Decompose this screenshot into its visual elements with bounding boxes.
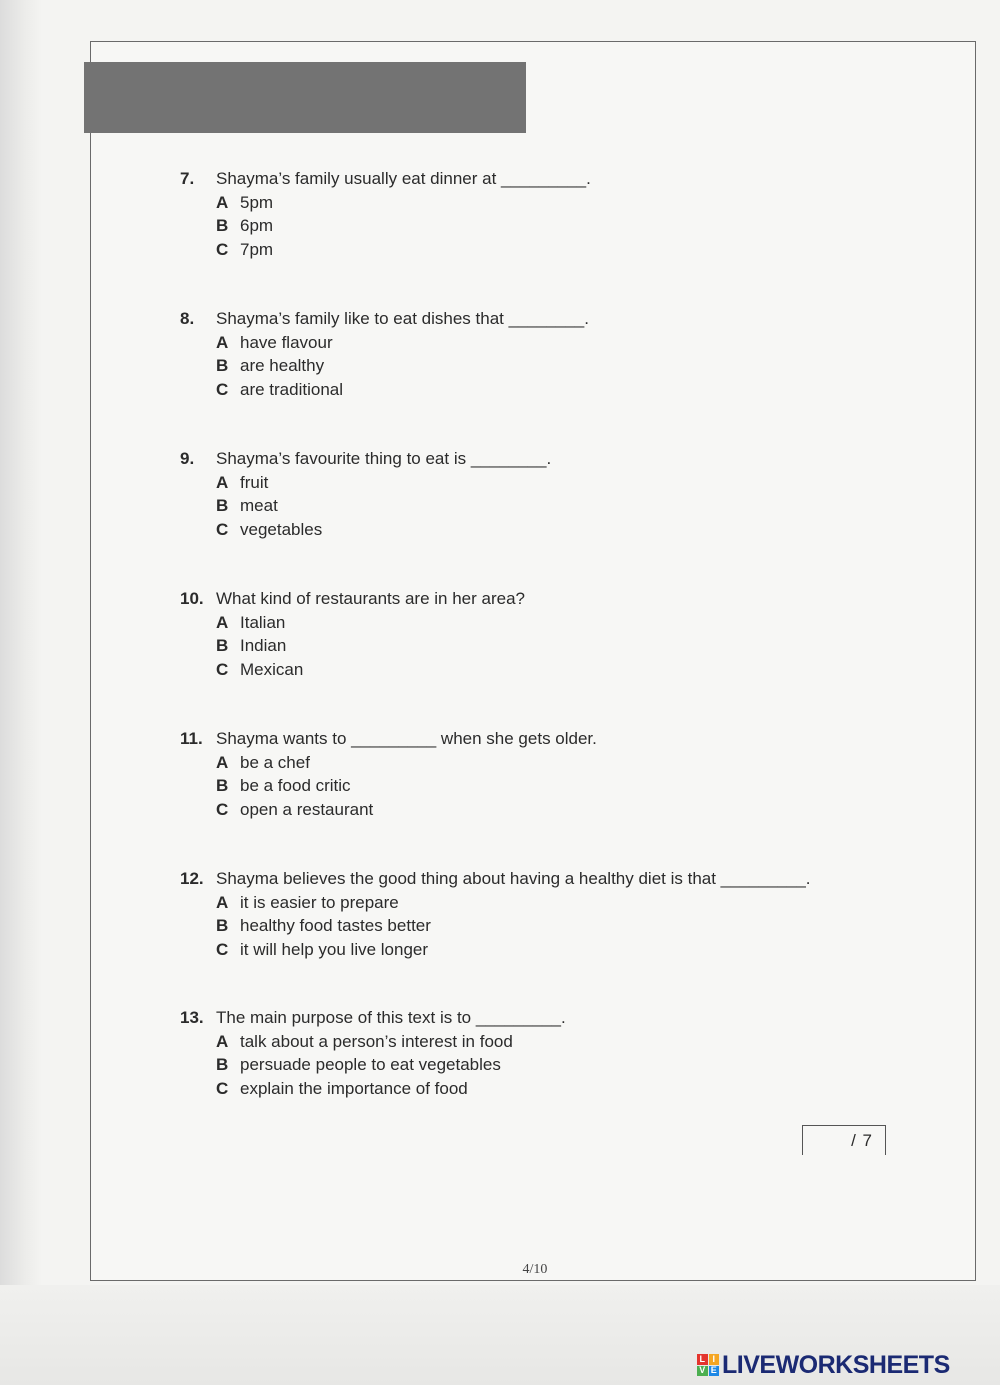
option-a[interactable]: A fruit bbox=[216, 472, 269, 492]
option-c[interactable]: C Mexican bbox=[216, 659, 304, 679]
question-number: 13. bbox=[180, 1008, 204, 1027]
question-number: 8. bbox=[180, 309, 195, 328]
option-a[interactable]: A it is easier to prepare bbox=[216, 892, 399, 912]
question-9 bbox=[180, 447, 900, 541]
question-number: 11. bbox=[180, 729, 203, 748]
brand-logo[interactable] bbox=[697, 1351, 950, 1379]
option-b[interactable]: B are healthy bbox=[216, 356, 325, 375]
question-text: What kind of restaurants are in her area? bbox=[216, 589, 525, 608]
question-number: 10. bbox=[180, 589, 204, 608]
option-b[interactable]: B 6pm bbox=[216, 216, 274, 235]
question-8 bbox=[180, 307, 900, 401]
question-text: Shayma wants to _________ when she gets older. bbox=[216, 729, 597, 748]
option-c[interactable]: C explain the importance of food bbox=[216, 1078, 468, 1098]
option-a[interactable]: A be a chef bbox=[216, 752, 310, 772]
score-label: / 7 bbox=[851, 1131, 873, 1150]
liveworksheets-icon: L I V E bbox=[697, 1354, 719, 1376]
option-c[interactable]: C are traditional bbox=[216, 379, 344, 399]
option-c[interactable]: C vegetables bbox=[216, 519, 323, 539]
option-b[interactable]: B Indian bbox=[216, 636, 287, 655]
option-c[interactable]: C 7pm bbox=[216, 239, 274, 259]
question-12 bbox=[180, 867, 900, 961]
option-c[interactable]: C it will help you live longer bbox=[216, 939, 429, 959]
question-text: Shayma’s family usually eat dinner at _________. bbox=[216, 169, 591, 188]
question-number: 9. bbox=[180, 449, 195, 468]
question-text: Shayma believes the good thing about having a healthy diet is that _________. bbox=[216, 869, 811, 888]
question-10 bbox=[180, 587, 900, 681]
option-a[interactable]: A talk about a person’s interest in food bbox=[216, 1031, 513, 1051]
option-c[interactable]: C open a restaurant bbox=[216, 799, 374, 819]
option-b[interactable]: B meat bbox=[216, 496, 278, 515]
option-b[interactable]: B persuade people to eat vegetables bbox=[216, 1055, 501, 1074]
question-7 bbox=[180, 167, 900, 261]
score-box bbox=[802, 1125, 886, 1155]
redacted-title-bar bbox=[84, 62, 526, 133]
question-11 bbox=[180, 727, 900, 821]
scan-edge-shadow bbox=[0, 0, 42, 1385]
question-text: Shayma’s family like to eat dishes that ________. bbox=[216, 309, 589, 328]
question-13 bbox=[180, 1006, 900, 1100]
question-text: Shayma’s favourite thing to eat is ________. bbox=[216, 449, 552, 468]
page-number: 4/10 bbox=[522, 1262, 548, 1277]
option-a[interactable]: A Italian bbox=[216, 612, 286, 632]
question-number: 7. bbox=[180, 169, 195, 188]
question-text: The main purpose of this text is to _________. bbox=[216, 1008, 566, 1027]
question-number: 12. bbox=[180, 869, 204, 888]
option-a[interactable]: A have flavour bbox=[216, 332, 333, 352]
brand-name: LIVEWORKSHEETS bbox=[722, 1350, 950, 1379]
option-b[interactable]: B healthy food tastes better bbox=[216, 916, 431, 935]
option-b[interactable]: B be a food critic bbox=[216, 776, 351, 795]
option-a[interactable]: A 5pm bbox=[216, 192, 274, 212]
